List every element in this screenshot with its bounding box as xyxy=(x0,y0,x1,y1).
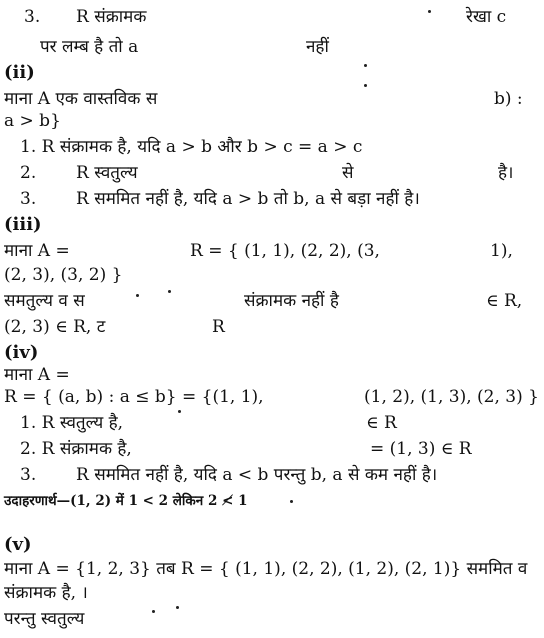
scan-speck xyxy=(428,10,431,13)
text-line: 1. R स्वतुल्य है, ∈ R xyxy=(20,413,397,433)
text-line: 3. R सममित नहीं है, यदि a > b तो b, a से बड़ा नहीं है। xyxy=(20,189,420,209)
scan-speck xyxy=(178,410,181,413)
text-line: 3. R संक्रामक रेखा c xyxy=(24,7,507,27)
text-line: माना A = {1, 2, 3} तब R = { (1, 1), (2, 2), (1, 2), (2, 1)} सममित व xyxy=(4,559,528,579)
scan-speck xyxy=(364,64,367,67)
text-line: R = { (a, b) : a ≤ b} = {(1, 1), (1, 2), (1, 3), (2, 3) } xyxy=(4,387,539,407)
text-line: माना A = R = { (1, 1), (2, 2), (3, 1), xyxy=(4,241,513,261)
text-line: 1. R संक्रामक है, यदि a > b और b > c = a > c xyxy=(20,137,363,157)
text-line: (2, 3) ∈ R, ट R xyxy=(4,317,225,337)
text-line: परन्तु स्वतुल्य xyxy=(4,609,85,629)
section-heading: (iv) xyxy=(4,342,39,363)
scan-speck xyxy=(168,290,171,293)
text-line: माना A = xyxy=(4,365,70,385)
text-line: पर लम्ब है तो a नहीं xyxy=(40,37,329,57)
scan-speck xyxy=(136,294,139,297)
text-line: (2, 3), (3, 2) } xyxy=(4,265,123,285)
text-line: 2. R स्वतुल्य से है। xyxy=(20,163,514,183)
section-heading: (iii) xyxy=(4,214,42,235)
scan-speck xyxy=(364,84,367,87)
example-line: उदाहरणार्थ—(1, 2) में 1 < 2 लेकिन 2 ≮ 1 xyxy=(4,493,248,509)
section-heading: (ii) xyxy=(4,62,35,83)
text-line: माना A एक वास्तविक स b) : xyxy=(4,89,523,109)
text-line: a > b} xyxy=(4,111,61,131)
scan-speck xyxy=(176,606,179,609)
text-line: संक्रामक है, । xyxy=(4,583,88,603)
scan-speck xyxy=(290,500,293,503)
scan-speck xyxy=(152,610,155,613)
text-line: 2. R संक्रामक है, = (1, 3) ∈ R xyxy=(20,439,472,459)
text-line: समतुल्य व स संक्रामक नहीं है ∈ R, xyxy=(4,291,523,311)
text-line: 3. R सममित नहीं है, यदि a < b परन्तु b, a से कम नहीं है। xyxy=(20,465,438,485)
section-heading: (v) xyxy=(4,534,32,555)
